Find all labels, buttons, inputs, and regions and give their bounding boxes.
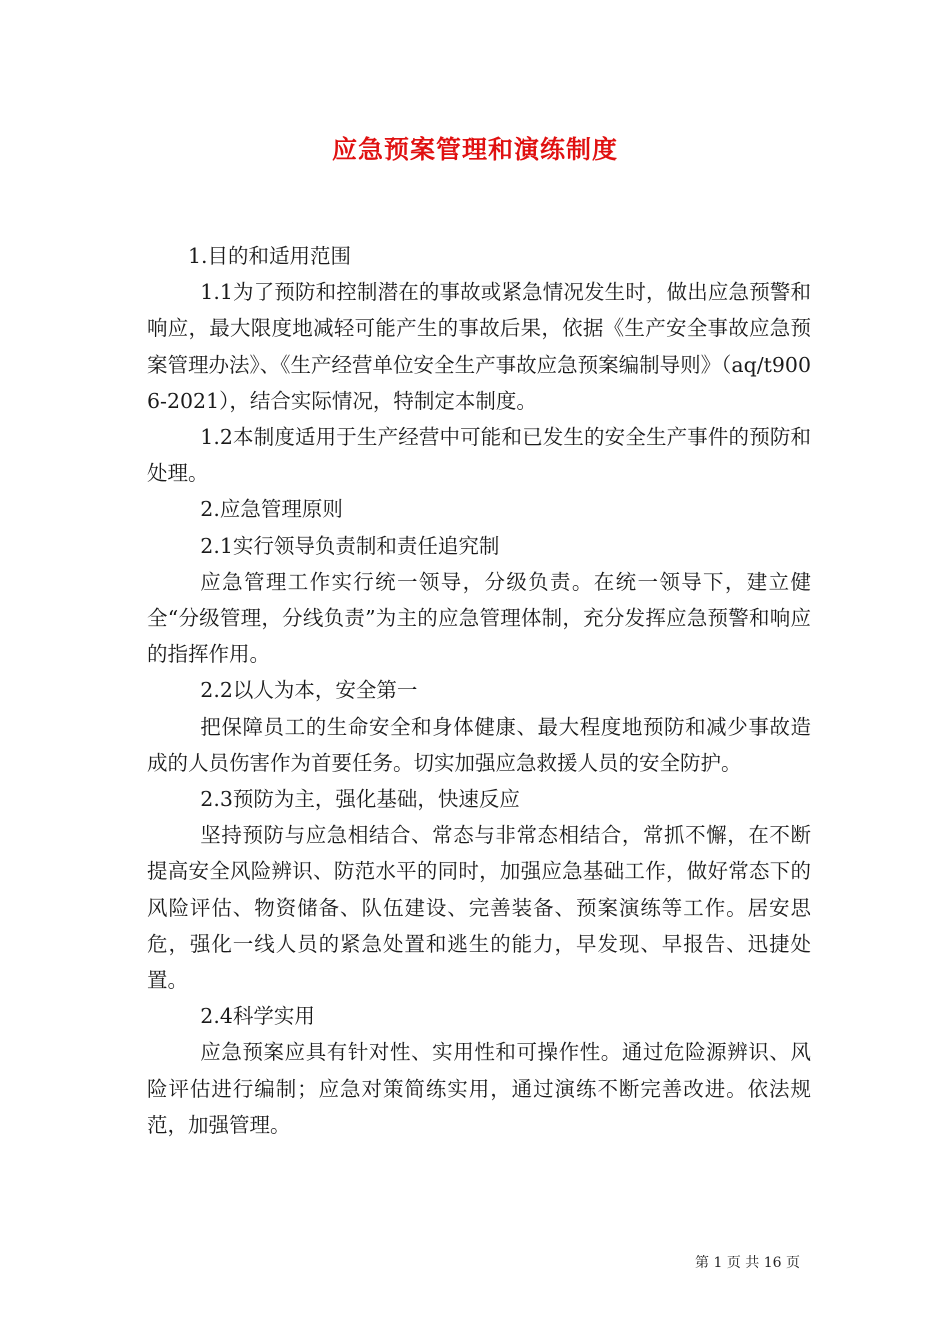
subheading-2-4: 2.4科学实用 — [200, 1004, 315, 1029]
paragraph-2-2: 把保障员工的生命安全和身体健康、最大程度地预防和减少事故造成的人员伤害作为首要任务。切实加强应急救援人员的安全防护。 — [147, 714, 811, 775]
paragraph-2-3: 坚持预防与应急相结合、常态与非常态相结合，常抓不懈，在不断提高安全风险辨识、防范水平的同时，加强应急基础工作，做好常态下的风险评估、物资储备、队伍建设、完善装备、预案演练等工作。居安思危，强化一线人员的紧急处置和逃生的能力，早发现、早报告、迅捷处置。 — [147, 823, 811, 993]
paragraph-2-1: 应急管理工作实行统一领导，分级负责。在统一领导下，建立健全“分级管理，分线负责”为主的应急管理体制，充分发挥应急预警和响应的指挥作用。 — [147, 569, 811, 667]
paragraph-1-2: 1.2本制度适用于生产经营中可能和已发生的安全生产事件的预防和处理。 — [147, 425, 811, 486]
subheading-2-2: 2.2以人为本，安全第一 — [200, 678, 418, 703]
section-heading-2: 2.应急管理原则 — [200, 497, 343, 522]
section-heading-1: 1.目的和适用范围 — [188, 244, 352, 268]
document-body — [147, 238, 811, 1143]
subheading-2-3: 2.3预防为主，强化基础，快速反应 — [200, 787, 520, 812]
page-number: 第 1 页 共 16 页 — [695, 1255, 800, 1271]
paragraph-1-1: 1.1为了预防和控制潜在的事故或紧急情况发生时，做出应急预警和响应，最大限度地减轻可能产生的事故后果，依据《生产安全事故应急预案管理办法》、《生产经营单位安全生产事故应急预案编制导则》（aq/t9006-2021），结合实际情况，特制定本制度。 — [147, 280, 811, 413]
document-title: 应急预案管理和演练制度 — [331, 135, 618, 164]
subheading-2-1: 2.1实行领导负责制和责任追究制 — [200, 533, 500, 558]
paragraph-2-4: 应急预案应具有针对性、实用性和可操作性。通过危险源辨识、风险评估进行编制；应急对策简练实用，通过演练不断完善改进。依法规范，加强管理。 — [147, 1040, 811, 1137]
